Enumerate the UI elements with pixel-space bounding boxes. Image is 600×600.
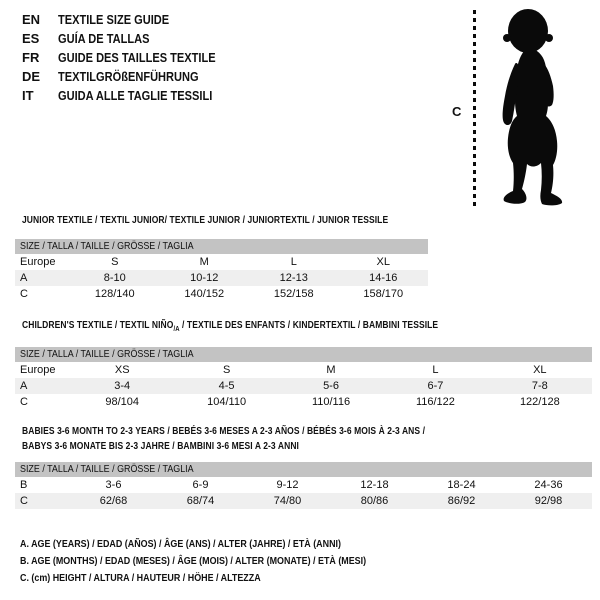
footnote-a-text: A. AGE (YEARS) / EDAD (AÑOS) / ÂGE (ANS) / ALTER (JAHRE) / ETÀ (ANNI)	[20, 538, 341, 550]
row-label: A	[20, 380, 28, 392]
cell: 10-12	[190, 272, 219, 284]
table-row-height	[15, 493, 592, 509]
cell: 74/80	[273, 495, 302, 507]
cell: 4-5	[218, 380, 235, 392]
cell: 68/74	[186, 495, 215, 507]
cell: 7-8	[531, 380, 548, 392]
children-size-table	[15, 347, 592, 410]
cell: 122/128	[519, 396, 560, 408]
children-table-title-text: CHILDREN'S TEXTILE / TEXTIL $NIÑO_{/A}$ / TEXTILE DES ENFANTS / KINDERTEXTIL / BAMBINI TESSILE	[22, 320, 439, 333]
cell: 6-9	[192, 479, 209, 491]
cell: 12-13	[279, 272, 308, 284]
cell: 152/158	[273, 288, 314, 300]
table-row-europe	[15, 362, 592, 378]
junior-table-title-text: JUNIOR TEXTILE / TEXTIL JUNIOR/ TEXTILE JUNIOR / JUNIORTEXTIL / JUNIOR TESSILE	[22, 215, 389, 226]
cell: 3-6	[105, 479, 122, 491]
row-label: C	[20, 495, 28, 507]
cell: XL	[376, 256, 390, 268]
guide-title-fr: GUIDE DES TAILLES TEXTILE	[58, 50, 216, 65]
language-code: FR	[22, 50, 40, 65]
babies-table-title-line1: BABIES 3-6 MONTH TO 2-3 YEARS / BEBÉS 3-6 MESES A 2-3 AÑOS / BÉBÉS 3-6 MOIS À 2-3 ANS /	[22, 426, 426, 437]
footnote-c	[20, 570, 427, 587]
table-row-height	[15, 286, 428, 302]
cell: 116/122	[415, 396, 455, 408]
language-code: IT	[22, 88, 34, 103]
cell: 86/92	[447, 495, 476, 507]
babies-table-title-line2: BABYS 3-6 MONATE BIS 2-3 JAHRE / BAMBINI 3-6 MESI A 2-3 ANNI	[22, 441, 299, 452]
guide-title-de: TEXTILGRÖßENFÜHRUNG	[58, 69, 199, 84]
cell: M	[199, 256, 209, 268]
cell: 158/170	[363, 288, 404, 300]
height-measure-label: C	[452, 104, 462, 119]
language-code: EN	[22, 12, 41, 27]
language-row-en	[22, 10, 243, 29]
legend-footnotes	[20, 536, 427, 587]
cell: 12-18	[360, 479, 389, 491]
cell: S	[111, 256, 119, 268]
cell: XL	[533, 364, 547, 376]
language-row-it	[22, 86, 243, 105]
table-row-age	[15, 378, 592, 394]
row-label: C	[20, 288, 28, 300]
language-row-fr	[22, 48, 243, 67]
cell: 8-10	[103, 272, 126, 284]
cell: 3-4	[114, 380, 131, 392]
size-header-text: SIZE / TALLA / TAILLE / GRÖSSE / TAGLIA	[20, 348, 194, 360]
row-label: A	[20, 272, 28, 284]
cell: 9-12	[276, 479, 299, 491]
guide-title-it: GUIDA ALLE TAGLIE TESSILI	[58, 88, 213, 103]
language-row-de	[22, 67, 243, 86]
footnote-a	[20, 536, 427, 553]
cell: M	[326, 364, 336, 376]
guide-title-es: GUÍA DE TALLAS	[58, 31, 150, 46]
language-row-es	[22, 29, 243, 48]
babies-table-title	[22, 424, 496, 454]
cell: 98/104	[105, 396, 140, 408]
cell: 5-6	[323, 380, 339, 392]
footnote-b-text: B. AGE (MONTHS) / EDAD (MESES) / ÂGE (MOIS) / ALTER (MONATE) / ETÀ (MESI)	[20, 555, 367, 567]
cell: 80/86	[360, 495, 389, 507]
children-table-title	[22, 320, 512, 333]
guide-title-en: TEXTILE SIZE GUIDE	[58, 12, 170, 27]
table-row-age	[15, 270, 428, 286]
cell: S	[222, 364, 231, 376]
baby-silhouette	[487, 7, 571, 207]
cell: 140/152	[184, 288, 225, 300]
size-header-text: SIZE / TALLA / TAILLE / GRÖSSE / TAGLIA	[20, 463, 194, 475]
cell: L	[290, 256, 297, 268]
size-header-row	[15, 347, 592, 362]
cell: XS	[114, 364, 130, 376]
cell: 104/110	[207, 396, 247, 408]
cell: 18-24	[447, 479, 476, 491]
language-code: ES	[22, 31, 40, 46]
junior-table-title	[22, 215, 453, 226]
table-row-height	[15, 394, 592, 410]
row-label: Europe	[20, 256, 56, 268]
size-header-row	[15, 239, 428, 254]
babies-size-table	[15, 462, 592, 509]
cell: 62/68	[99, 495, 128, 507]
cell: 6-7	[427, 380, 444, 392]
table-row-europe	[15, 254, 428, 270]
row-label: C	[20, 396, 28, 408]
junior-size-table	[15, 239, 428, 302]
row-label: B	[20, 479, 28, 491]
language-code: DE	[22, 69, 41, 84]
cell: 128/140	[94, 288, 135, 300]
cell: 24-36	[534, 479, 563, 491]
cell: 110/116	[311, 396, 351, 408]
height-measure-dotted-line	[473, 10, 476, 210]
footnote-b	[20, 553, 427, 570]
language-title-list	[22, 10, 243, 105]
cell: 14-16	[369, 272, 398, 284]
size-header-text: SIZE / TALLA / TAILLE / GRÖSSE / TAGLIA	[20, 240, 194, 252]
row-label: Europe	[20, 364, 56, 376]
size-header-row	[15, 462, 592, 477]
footnote-c-text: C. (cm) HEIGHT / ALTURA / HAUTEUR / HÖHE / ALTEZZA	[20, 572, 261, 584]
cell: L	[432, 364, 439, 376]
table-row-age-months	[15, 477, 592, 493]
cell: 92/98	[534, 495, 563, 507]
